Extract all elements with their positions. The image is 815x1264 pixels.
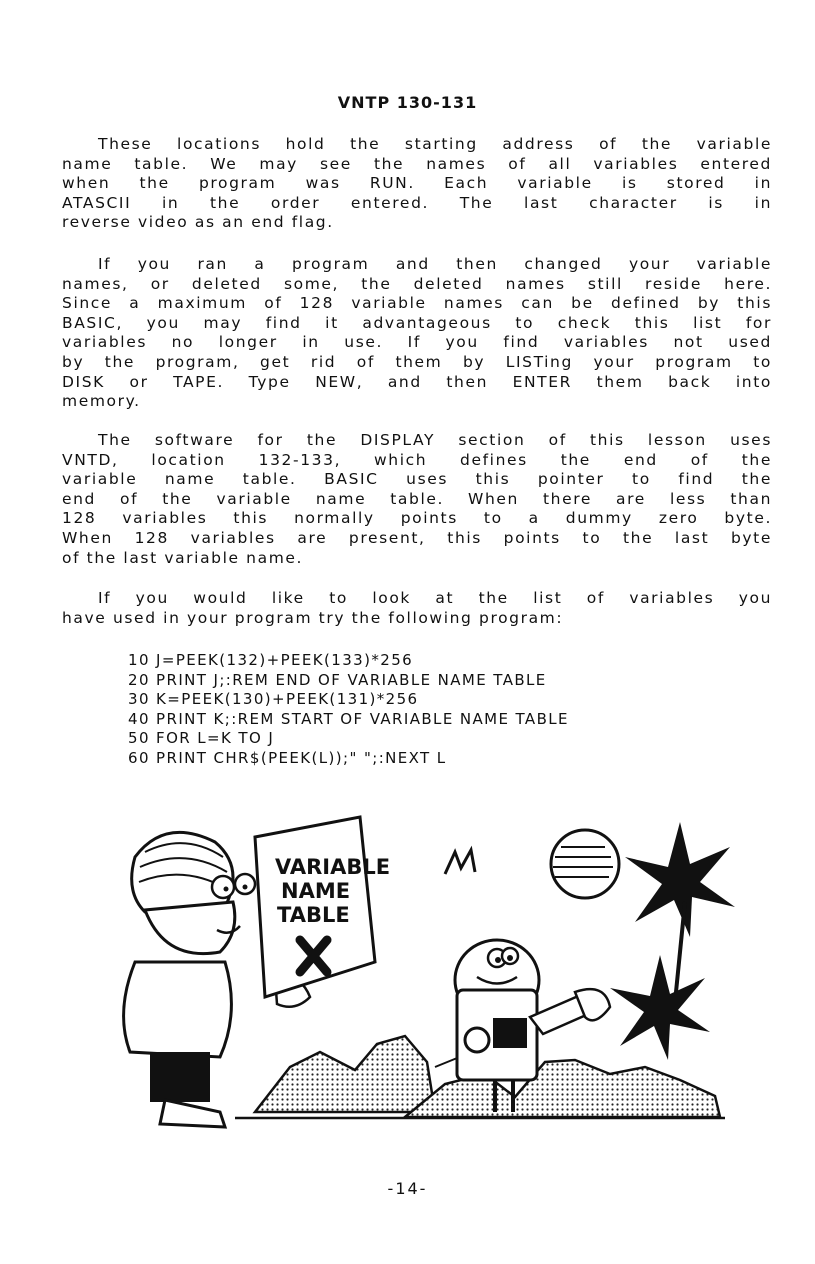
text-line: when the program was RUN. Each variable is stored in: [62, 174, 772, 193]
code-line: 60 PRINT CHR$(PEEK(L));" ";:NEXT L: [128, 748, 447, 767]
text-line: The software for the DISPLAY section of this lesson uses: [98, 431, 772, 449]
code-line: 50 FOR L=K TO J: [128, 729, 275, 748]
text-line: VNTD, location 132-133, which defines the end of the: [62, 450, 772, 469]
paragraph-2: [62, 255, 772, 412]
text-line: reverse video as an end flag.: [62, 213, 334, 232]
star-plant-bottom: [610, 955, 710, 1060]
star-plant-top: [625, 822, 735, 1002]
sign-line-2: NAME: [281, 879, 351, 903]
text-line: have used in your program try the following program:: [62, 608, 564, 627]
text-line: DISK or TAPE. Type NEW, and then ENTER them back into: [62, 372, 772, 391]
text-line: ATASCII in the order entered. The last character is in: [62, 193, 772, 212]
text-line: If you ran a program and then changed your variable: [98, 255, 772, 273]
text-line: If you would like to look at the list of variables you: [98, 589, 772, 607]
cartoon-illustration: [105, 812, 745, 1147]
text-line: of the last variable name.: [62, 548, 304, 567]
sign-line-1: VARIABLE: [275, 855, 391, 879]
text-line: variable name table. BASIC uses this pointer to find the: [62, 470, 772, 489]
code-line: 10 J=PEEK(132)+PEEK(133)*256: [128, 651, 414, 669]
sign-board: [255, 817, 390, 997]
text-line: variables no longer in use. If you find variables not used: [62, 333, 772, 352]
basic-program-listing: [128, 651, 569, 769]
text-line: names, or deleted some, the deleted names still reside here.: [62, 274, 772, 293]
code-line: 30 K=PEEK(130)+PEEK(131)*256: [128, 690, 419, 709]
paragraph-1: [62, 135, 772, 233]
paragraph-4: [62, 589, 772, 628]
text-line: end of the variable name table. When there are less than: [62, 489, 772, 508]
bird: [445, 850, 475, 874]
paragraph-3: [62, 431, 772, 568]
text-line: Since a maximum of 128 variable names can be defined by this: [62, 294, 772, 313]
text-line: These locations hold the starting address of the variable: [98, 135, 772, 153]
page-heading: VNTP 130-131: [337, 93, 478, 112]
text-line: by the program, get rid of them by LISTing your program to: [62, 352, 772, 371]
text-line: 128 variables this normally points to a dummy zero byte.: [62, 509, 772, 528]
code-line: 20 PRINT J;:REM END OF VARIABLE NAME TABLE: [128, 670, 547, 689]
text-line: memory.: [62, 392, 141, 411]
moon: [551, 830, 619, 898]
text-line: When 128 variables are present, this points to the last byte: [62, 528, 772, 547]
code-line: 40 PRINT K;:REM START OF VARIABLE NAME TABLE: [128, 709, 569, 728]
page-number: -14-: [387, 1179, 428, 1198]
text-line: BASIC, you may find it advantageous to check this list for: [62, 313, 772, 332]
sign-line-3: TABLE: [277, 903, 350, 927]
text-line: name table. We may see the names of all variables entered: [62, 154, 772, 173]
